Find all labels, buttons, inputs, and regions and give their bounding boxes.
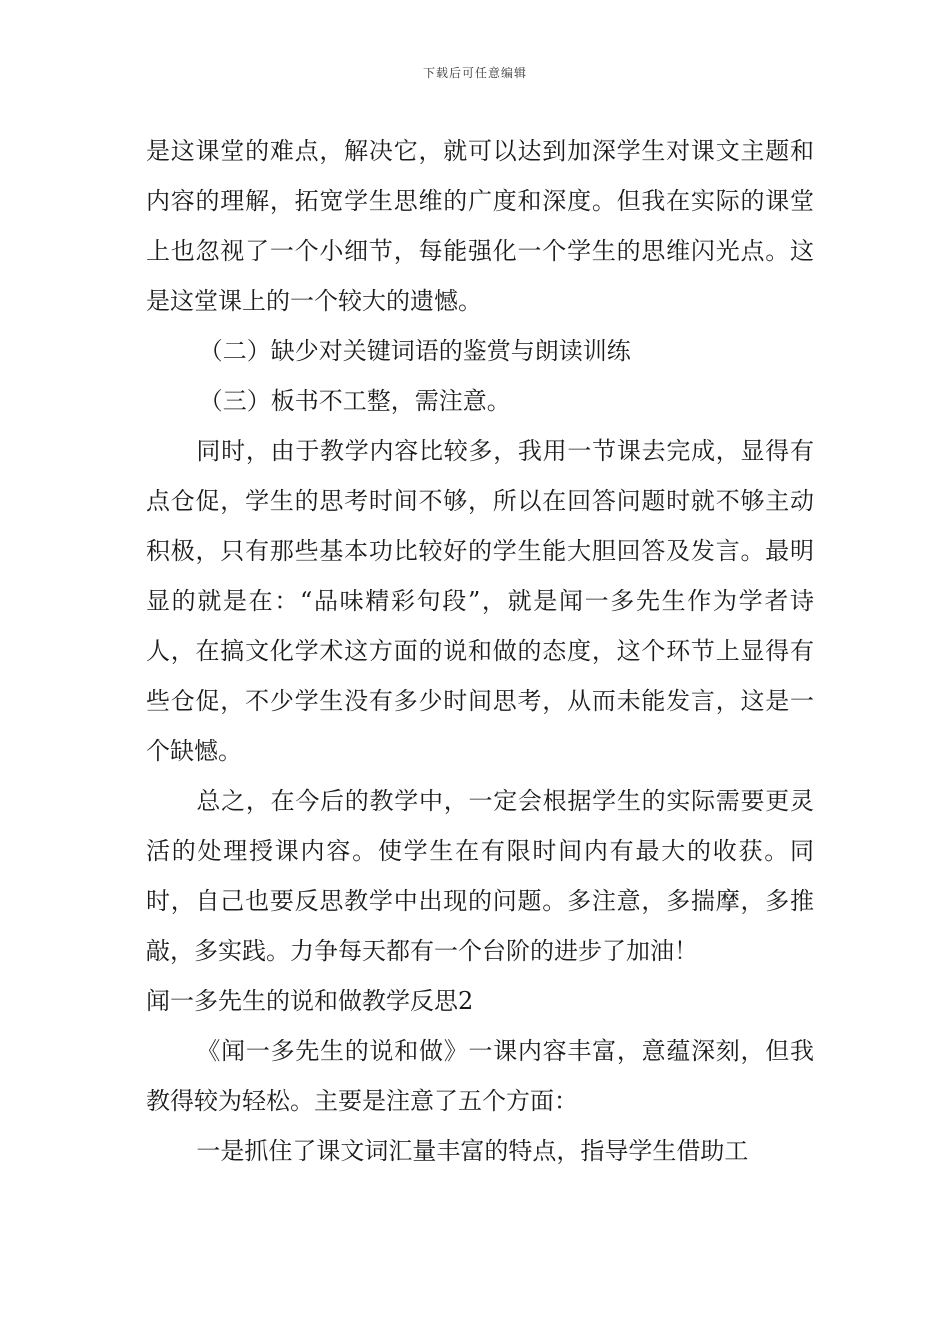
paragraph-time-constraint: 同时，由于教学内容比较多，我用一节课去完成，显得有点仓促，学生的思考时间不够，所以在回答问题时就不够主动积极，只有那些基本功比较好的学生能大胆回答及发言。最明显的就是在：“品味精彩句段”，就是闻一多先生作为学者诗人，在搞文化学术这方面的说和做的态度，这个环节上显得有些仓促，不少学生没有多少时间思考，从而未能发言，这是一个缺憾。 <box>146 437 814 765</box>
list-item-3: （三）板书不工整，需注意。 <box>198 387 511 415</box>
page-header: 下载后可任意编辑 <box>422 66 527 80</box>
paragraph-intro-2: 《闻一多先生的说和做》一课内容丰富，意蕴深刻，但我教得较为轻松。主要是注意了五个方面： <box>146 1037 814 1115</box>
paragraph-conclusion: 总之，在今后的教学中，一定会根据学生的实际需要更灵活的处理授课内容。使学生在有限时间内有最大的收获。同时，自己也要反思教学中出现的问题。多注意，多揣摩，多推敲，多实践。力争每天都有一个台阶的进步了加油！ <box>146 787 814 965</box>
list-item-2: （二）缺少对关键词语的鉴赏与朗读训练 <box>198 337 631 365</box>
document-body <box>146 126 814 1176</box>
section-heading: 闻一多先生的说和做教学反思2 <box>146 987 474 1015</box>
paragraph-point-1: 一是抓住了课文词汇量丰富的特点，指导学生借助工 <box>196 1137 749 1165</box>
paragraph-continuation: 是这课堂的难点，解决它，就可以达到加深学生对课文主题和内容的理解，拓宽学生思维的广度和深度。但我在实际的课堂上也忽视了一个小细节，每能强化一个学生的思维闪光点。这是这堂课上的一个较大的遗憾。 <box>146 137 814 315</box>
